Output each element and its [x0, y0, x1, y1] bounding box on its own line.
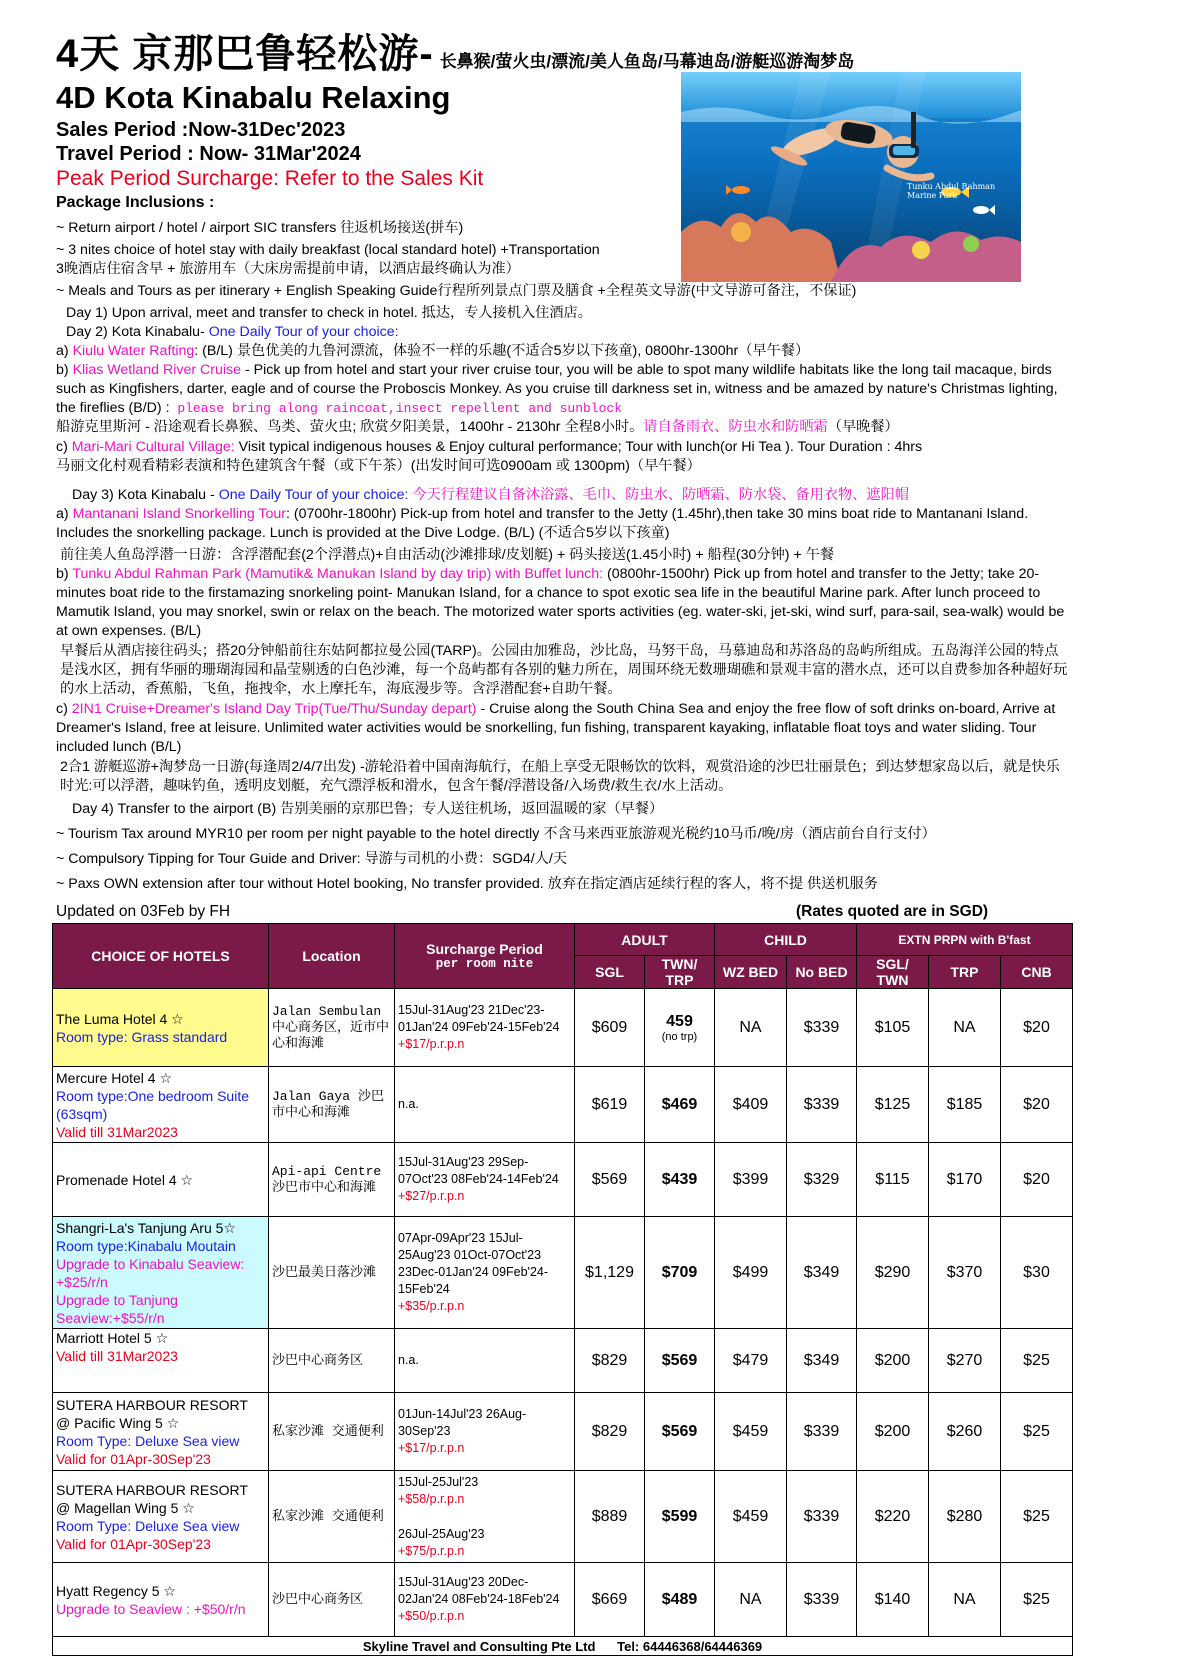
hotel-name: SUTERA HARBOUR RESORT @ Pacific Wing 5 ☆	[56, 1396, 248, 1431]
price-ext-trp: NA	[929, 989, 1001, 1067]
header-child: CHILD	[715, 924, 857, 956]
option-text: : (0700hr-1800hr) Pick-up from hotel and transfer to the Jetty (1.45hr),then take 30 mins boat ride to Mantanani Island. Includes the snorkelling package. Lunch is provided at the Dive Lodge. (B/L) (不适合5岁以下孩童)	[56, 506, 1029, 541]
day3-option-b	[56, 565, 1066, 641]
header-sgl: SGL	[575, 956, 645, 989]
option-label: b)	[56, 362, 73, 378]
hotel-cell: Promenade Hotel 4 ☆	[53, 1143, 269, 1217]
period-cell: n.a.	[395, 1067, 575, 1143]
table-row	[53, 1471, 1073, 1563]
inclusion-hotel-cn: 3晚酒店住宿含早 + 旅游用车（大床房需提前申请，以酒店最终确认为准）	[56, 261, 520, 277]
price-wz-bed: $399	[715, 1143, 787, 1217]
day3-option-c-cn: 2合1 游艇巡游+淘梦岛一日游(每逢周2/4/7出发) -游轮沿着中国南海航行，在船上享受无限畅饮的饮料，观赏沿途的沙巴壮丽景色；到达梦想家岛以后，就是快乐时光:可以浮潜，趣味钓鱼，透明皮划艇，充气漂浮板和滑水，包含午餐/浮潜设备/入场费/救生衣/水上活动。	[60, 759, 1060, 794]
price-sgl: $569	[575, 1143, 645, 1217]
option-text: - Pick up from hotel and start your river cruise tour, you will be able to spot many wildlife habitats like the long tail macaque, birds such as Kingfishers, darter, eagle and of course the Proboscis Monkey. As you cruise till darkness set in, witness and be amazed by nature's Christmas lighting, the fireflies (B/D) :	[56, 362, 1058, 416]
day4: Day 4) Transfer to the airport (B) 告别美丽的京那巴鲁；专人送往机场，返回温暖的家（早餐）	[72, 801, 664, 817]
day2-heading	[66, 323, 1076, 342]
period-dates: 15Jul-25Jul'23	[398, 1474, 479, 1489]
period-cell: n.a.	[395, 1329, 575, 1393]
period-cell	[395, 989, 575, 1067]
hotel-name: Mercure Hotel 4 ☆	[56, 1069, 173, 1086]
hotel-name: Shangri-La's Tanjung Aru 5☆	[56, 1219, 236, 1236]
price-ext-trp: $280	[929, 1471, 1001, 1563]
price-wz-bed: $479	[715, 1329, 787, 1393]
table-row	[53, 1217, 1073, 1329]
header-no-bed: No BED	[787, 956, 857, 989]
table-row	[53, 1143, 1073, 1217]
period-surcharge: +$58/p.r.p.n	[398, 1491, 465, 1506]
price-no-bed: $349	[787, 1329, 857, 1393]
snorkel-photo-image	[681, 72, 1021, 282]
price-twn-value: 459	[666, 1012, 693, 1030]
price-ext-sgl: $290	[857, 1217, 929, 1329]
header-surcharge	[395, 924, 575, 989]
period-surcharge: +$75/p.r.p.n	[398, 1543, 465, 1558]
hotel-cell	[53, 1563, 269, 1637]
hotel-cell	[53, 1393, 269, 1471]
option-label: a)	[56, 343, 73, 359]
price-sgl: $669	[575, 1563, 645, 1637]
period-dates: 15Jul-31Aug'23 21Dec'23-01Jan'24 09Feb'24-15Feb'24	[398, 1003, 560, 1034]
hotel-name: Hyatt Regency 5 ☆	[56, 1582, 176, 1599]
hotel-name: The Luma Hotel 4 ☆	[56, 1010, 184, 1027]
table-row	[53, 1329, 1073, 1393]
price-sgl: $829	[575, 1329, 645, 1393]
price-no-bed: $339	[787, 989, 857, 1067]
table-row	[53, 1393, 1073, 1471]
rates-table	[52, 923, 1073, 1656]
photo-caption: Tunku Abdul Rahman Marine Park	[907, 182, 996, 200]
price-twn	[645, 989, 715, 1067]
price-cnb: $25	[1001, 1393, 1073, 1471]
mari-mari-link: Mari-Mari Cultural Village:	[71, 439, 235, 455]
updated-note: Updated on 03Feb by FH	[56, 903, 231, 920]
price-cnb: $25	[1001, 1329, 1073, 1393]
header-adult: ADULT	[575, 924, 715, 956]
price-cnb: $25	[1001, 1563, 1073, 1637]
inclusions-heading: Package Inclusions :	[56, 194, 215, 211]
travel-period: Travel Period : Now- 31Mar'2024	[56, 143, 361, 165]
option-label: a)	[56, 506, 73, 522]
validity: Valid for 01Apr-30Sep'23	[56, 1535, 211, 1552]
rates-note: (Rates quoted are in SGD)	[796, 903, 989, 920]
price-twn: $489	[645, 1563, 715, 1637]
location-cell: Api-api Centre 沙巴市中心和海滩	[269, 1143, 395, 1217]
hotel-cell	[53, 989, 269, 1067]
room-type: Room type:Kinabalu Moutain	[56, 1237, 236, 1254]
price-ext-trp: NA	[929, 1563, 1001, 1637]
header-hotels: CHOICE OF HOTELS	[53, 924, 269, 989]
location-cell: 私家沙滩 交通便利	[269, 1471, 395, 1563]
day3-note: 今天行程建议自备沐浴露、毛巾、防虫水、防晒霜、防水袋、备用衣物、遮阳帽	[408, 487, 909, 503]
price-twn: $599	[645, 1471, 715, 1563]
period-cell	[395, 1217, 575, 1329]
location-cell: Jalan Gaya 沙巴市中心和海滩	[269, 1067, 395, 1143]
day2-choice: One Daily Tour of your choice:	[208, 324, 399, 340]
period-dates: 26Jul-25Aug'23	[398, 1526, 485, 1541]
period-surcharge: +$17/p.r.p.n	[398, 1441, 465, 1455]
price-twn: $439	[645, 1143, 715, 1217]
page-title: 4天 京那巴鲁轻松游-	[56, 32, 434, 76]
day3-option-c	[56, 700, 1066, 757]
hotel-cell	[53, 1471, 269, 1563]
header-wz-bed: WZ BED	[715, 956, 787, 989]
price-ext-sgl: $200	[857, 1329, 929, 1393]
price-ext-trp: $170	[929, 1143, 1001, 1217]
option-text: (0800hr-1500hr) Pick up from hotel and transfer to the Jetty; take 20-minutes boat ride to the firstamazing snorkeling point- Manukan Island, for a chance to spot exotic sea life in the beautiful Marine park. After lunch proceed to Mamutik Island, you may snorkel, swin or relax on the beach. The motorized water sports activities (eg. water-ski, jet-ski, wind surf, para-sail, sea-walk) would be at own expenses. (B/L)	[56, 566, 1065, 639]
price-twn: $569	[645, 1393, 715, 1471]
day3-option-a	[56, 505, 1066, 543]
price-ext-trp: $185	[929, 1067, 1001, 1143]
hotel-cell	[53, 1217, 269, 1329]
price-sgl: $619	[575, 1067, 645, 1143]
room-type: Room type:One bedroom Suite (63sqm)	[56, 1087, 249, 1122]
price-no-bed: $339	[787, 1067, 857, 1143]
day3-choice: One Daily Tour of your choice:	[218, 487, 409, 503]
inclusion-hotel: ~ 3 nites choice of hotel stay with daily breakfast (local standard hotel) +Transportation	[56, 242, 600, 258]
price-sgl: $609	[575, 989, 645, 1067]
mantanani-link: Mantanani Island Snorkelling Tour	[72, 506, 287, 522]
price-wz-bed: NA	[715, 989, 787, 1067]
price-twn: $569	[645, 1329, 715, 1393]
validity: Valid for 01Apr-30Sep'23	[56, 1450, 211, 1467]
period-cell	[395, 1143, 575, 1217]
option-label: b)	[56, 566, 73, 582]
period-surcharge: +$27/p.r.p.n	[398, 1189, 465, 1203]
day3-label: Day 3) Kota Kinabalu -	[72, 487, 219, 503]
table-footer-row	[53, 1637, 1073, 1656]
price-ext-sgl: $220	[857, 1471, 929, 1563]
option-text-cn: 船游克里斯河 - 沿途观看长鼻猴、鸟类、萤火虫; 欣赏夕阳美景，1400hr - 2130hr 全程8小时。	[56, 419, 644, 435]
location-cell: 私家沙滩 交通便利	[269, 1393, 395, 1471]
table-row	[53, 1563, 1073, 1637]
sales-period: Sales Period :Now-31Dec'2023	[56, 119, 346, 141]
table-row	[53, 1067, 1073, 1143]
price-ext-sgl: $200	[857, 1393, 929, 1471]
price-sgl: $889	[575, 1471, 645, 1563]
price-no-bed: $339	[787, 1471, 857, 1563]
price-ext-sgl: $115	[857, 1143, 929, 1217]
validity: Valid till 31Mar2023	[56, 1348, 178, 1364]
extension-note: ~ Paxs OWN extension after tour without Hotel booking, No transfer provided. 放弃在指定酒店延续行程的客人，将不提 供送机服务	[56, 876, 878, 892]
header-twn: TWN/ TRP	[645, 956, 715, 989]
price-no-bed: $349	[787, 1217, 857, 1329]
header-cnb: CNB	[1001, 956, 1073, 989]
day2-option-b-cn	[56, 418, 1066, 437]
room-type: Room Type: Deluxe Sea view	[56, 1517, 240, 1534]
period-dates: 01Jun-14Jul'23 26Aug-30Sep'23	[398, 1407, 527, 1438]
hotel-name: Marriott Hotel 5 ☆	[56, 1330, 169, 1346]
option-label: c)	[56, 439, 72, 455]
day2-option-b	[56, 361, 1066, 418]
option-meals: （早晚餐）	[827, 419, 899, 435]
day2-option-c-cn: 马丽文化村观看精彩表演和特色建筑含午餐（或下午茶）(出发时间可选0900am 或 1300pm)（早午餐）	[56, 458, 701, 474]
day3-option-a-cn: 前往美人鱼岛浮潜一日游：含浮潜配套(2个浮潜点)+自由活动(沙滩排球/皮划艇) + 码头接送(1.45小时) + 船程(30分钟) + 午餐	[60, 547, 835, 563]
hotel-cell	[53, 1067, 269, 1143]
period-surcharge: +$17/p.r.p.n	[398, 1037, 465, 1051]
price-ext-sgl: $125	[857, 1067, 929, 1143]
location-cell: 沙巴最美日落沙滩	[269, 1217, 395, 1329]
room-type: Room type: Grass standard	[56, 1028, 228, 1045]
period-surcharge: +$35/p.r.p.n	[398, 1299, 465, 1313]
period-cell	[395, 1471, 575, 1563]
option-text: : (B/L) 景色优美的九鲁河漂流，体验不一样的乐趣(不适合5岁以下孩童), 0800hr-1300hr（早午餐）	[194, 343, 810, 359]
day2-label: Day 2) Kota Kinabalu-	[66, 324, 209, 340]
period-dates: 07Apr-09Apr'23 15Jul-25Aug'23 01Oct-07Oct'23 23Dec-01Jan'24 09Feb'24-15Feb'24	[398, 1231, 549, 1296]
header-sgl-twn: SGL/ TWN	[857, 956, 929, 989]
period-surcharge: +$50/p.r.p.n	[398, 1609, 465, 1623]
table-header-row	[53, 924, 1073, 956]
upgrade-option: Upgrade to Kinabalu Seaview: +$25/r/n	[56, 1255, 245, 1290]
day1: Day 1) Upon arrival, meet and transfer to check in hotel. 抵达，专人接机入住酒店。	[66, 305, 592, 321]
table-row	[53, 989, 1073, 1067]
option-label: c)	[56, 701, 72, 717]
price-wz-bed: $409	[715, 1067, 787, 1143]
tourism-tax-note: ~ Tourism Tax around MYR10 per room per night payable to the hotel directly 不含马来西亚旅游观光税约10马币/晚/房（酒店前台自行支付）	[56, 826, 936, 842]
kiulu-rafting-link: Kiulu Water Rafting	[72, 343, 195, 359]
hotel-name: SUTERA HARBOUR RESORT @ Magellan Wing 5 ☆	[56, 1481, 248, 1516]
price-ext-trp: $270	[929, 1329, 1001, 1393]
price-no-bed: $339	[787, 1393, 857, 1471]
day2-option-c	[56, 438, 1066, 457]
price-ext-sgl: $140	[857, 1563, 929, 1637]
price-twn: $709	[645, 1217, 715, 1329]
location-cell: 沙巴中心商务区	[269, 1329, 395, 1393]
validity: Valid till 31Mar2023	[56, 1123, 178, 1140]
upgrade-option: Upgrade to Seaview : +$50/r/n	[56, 1600, 246, 1617]
price-sgl: $829	[575, 1393, 645, 1471]
price-wz-bed: $459	[715, 1471, 787, 1563]
option-text: - Cruise along the South China Sea and enjoy the free flow of soft drinks on-board, Arrive at Dreamer's Island, free at leisure. Unlimited water activities would be snorkelling, fun fishing, transparent kayaking, inflatable float toys and water sliding. Tour included lunch (B/L)	[56, 701, 1056, 755]
title-row	[56, 22, 854, 79]
price-ext-trp: $370	[929, 1217, 1001, 1329]
price-no-bed: $339	[787, 1563, 857, 1637]
price-no-bed: $329	[787, 1143, 857, 1217]
period-dates: 15Jul-31Aug'23 29Sep-07Oct'23 08Feb'24-14Feb'24	[398, 1155, 559, 1186]
location-cell: 沙巴中心商务区	[269, 1563, 395, 1637]
price-wz-bed: $499	[715, 1217, 787, 1329]
price-twn-note: (no trp)	[661, 1030, 698, 1043]
page-subtitle: 长鼻猴/萤火虫/漂流/美人鱼岛/马幕迪岛/游艇巡游淘梦岛	[439, 52, 855, 71]
english-title: 4D Kota Kinabalu Relaxing	[56, 80, 451, 115]
peak-surcharge: Peak Period Surcharge: Refer to the Sales Kit	[56, 167, 484, 190]
period-dates: 15Jul-31Aug'23 20Dec-02Jan'24 08Feb'24-18Feb'24	[398, 1575, 560, 1606]
header-surcharge-label: Surcharge Period	[426, 941, 543, 957]
tarp-link: Tunku Abdul Rahman Park (Mamutik& Manukan Island by day trip) with Buffet lunch:	[72, 566, 604, 582]
option-note-cn: 请自备雨衣、防虫水和防晒霜	[643, 419, 828, 435]
header-trp: TRP	[929, 956, 1001, 989]
price-cnb: $25	[1001, 1471, 1073, 1563]
option-note: please bring along raincoat,insect repellent and sunblock	[169, 401, 623, 416]
upgrade-option: Upgrade to Tanjung Seaview:+$55/r/n	[56, 1291, 178, 1326]
price-cnb: $20	[1001, 989, 1073, 1067]
price-cnb: $30	[1001, 1217, 1073, 1329]
price-cnb: $20	[1001, 1067, 1073, 1143]
price-cnb: $20	[1001, 1143, 1073, 1217]
header-extn: EXTN PRPN with B'fast	[857, 924, 1073, 956]
day2-option-a	[56, 342, 1066, 361]
price-twn: $469	[645, 1067, 715, 1143]
klias-cruise-link: Klias Wetland River Cruise	[72, 362, 242, 378]
company-footer: Skyline Travel and Consulting Pte Ltd Tel: 64446368/64446369	[53, 1637, 1073, 1656]
inclusion-transfer: ~ Return airport / hotel / airport SIC transfers 往返机场接送(拼车)	[56, 220, 464, 236]
day3-heading	[72, 486, 1082, 505]
hotel-cell	[53, 1329, 269, 1393]
tipping-note: ~ Compulsory Tipping for Tour Guide and Driver: 导游与司机的小费：SGD4/人/天	[56, 851, 568, 867]
day3-option-b-cn: 早餐后从酒店接往码头；搭20分钟船前往东姑阿都拉曼公园(TARP)。公园由加雅岛，沙比岛，马努干岛，马慕迪岛和苏洛岛的岛屿所组成。五岛海洋公园的特点是浅水区，拥有华丽的珊瑚海园和晶莹剔透的白色沙滩，每一个岛屿都有各别的魅力所在，周围环绕无数珊瑚礁和景观丰富的潜水点，还可以自费参加各种超好玩的水上活动，香蕉船，飞鱼，拖拽伞，水上摩托车，海底漫步等。含浮潜配套+自助午餐。	[60, 643, 1068, 697]
room-type: Room Type: Deluxe Sea view	[56, 1432, 240, 1449]
price-ext-trp: $260	[929, 1393, 1001, 1471]
location-cell: Jalan Sembulan 中心商务区，近市中心和海滩	[269, 989, 395, 1067]
period-cell	[395, 1393, 575, 1471]
period-cell	[395, 1563, 575, 1637]
price-sgl: $1,129	[575, 1217, 645, 1329]
price-ext-sgl: $105	[857, 989, 929, 1067]
inclusion-meals: ~ Meals and Tours as per itinerary + English Speaking Guide行程所列景点门票及膳食 +全程英文导游(中文导游可备注，不保证)	[56, 283, 857, 299]
option-text: Visit typical indigenous houses & Enjoy cultural performance; Tour with lunch(or Hi Tea ). Tour Duration : 4hrs	[234, 439, 923, 455]
header-location: Location	[269, 924, 395, 989]
header-surcharge-sub: per room nite	[435, 957, 534, 971]
hero-photo	[681, 72, 1021, 282]
dreamers-island-link: 2IN1 Cruise+Dreamer's Island Day Trip(Tue/Thu/Sunday depart)	[71, 701, 477, 717]
price-wz-bed: NA	[715, 1563, 787, 1637]
price-wz-bed: $459	[715, 1393, 787, 1471]
